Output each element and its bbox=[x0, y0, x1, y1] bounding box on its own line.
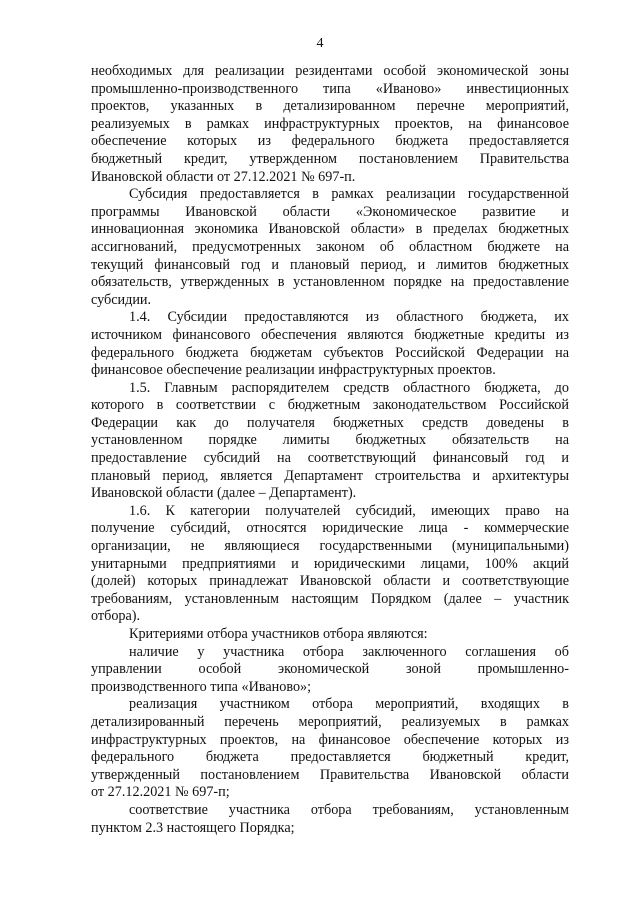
text-line: наличие у участника отбора заключенного соглашения об bbox=[129, 643, 569, 660]
paragraph bbox=[91, 186, 569, 309]
paragraph bbox=[91, 503, 569, 626]
text-line: обязательств, утвержденных в установленном порядке на предоставление bbox=[91, 274, 569, 291]
text-line: (долей) которых принадлежат Ивановской области и соответствующие bbox=[91, 573, 569, 590]
text-line: которого в соответствии с бюджетным законодательством Российской bbox=[91, 397, 569, 414]
text-line: утвержденный постановлением Правительства Ивановской области bbox=[91, 766, 569, 783]
text-line: Критериями отбора участников отбора являются: bbox=[129, 626, 428, 642]
text-line: финансовое обеспечение реализации инфраструктурных проектов. bbox=[91, 362, 496, 379]
paragraph bbox=[91, 626, 569, 644]
text-line: унитарными предприятиями и юридическими лицами, 100% акций bbox=[91, 555, 569, 572]
text-line: 1.4. Субсидии предоставляются из областного бюджета, их bbox=[129, 309, 569, 326]
paragraph bbox=[91, 696, 569, 802]
paragraph bbox=[91, 644, 569, 697]
text-line: отбора). bbox=[91, 608, 141, 625]
text-line: текущий финансовый год и плановый период, и лимитов бюджетных bbox=[91, 256, 569, 273]
text-line: ассигнований, предусмотренных законом об областном бюджете на bbox=[91, 238, 569, 255]
text-line: промышленно-производственного типа «Иваново» инвестиционных bbox=[91, 80, 569, 97]
paragraph bbox=[91, 380, 569, 503]
text-line: управлении особой экономической зоной промышленно- bbox=[91, 661, 569, 678]
text-line: реализация участником отбора мероприятий, входящих в bbox=[129, 696, 569, 713]
text-line: субсидии. bbox=[91, 291, 152, 308]
document-body bbox=[91, 63, 569, 837]
text-line: установленном порядке лимиты бюджетных обязательств на bbox=[91, 432, 569, 449]
text-line: требованиям, установленным настоящим Порядком (далее – участник bbox=[91, 590, 569, 607]
text-line: проектов, указанных в детализированном перечне мероприятий, bbox=[91, 98, 569, 115]
text-line: федерального бюджета бюджетам субъектов Российской Федерации на bbox=[91, 344, 569, 361]
text-line: получение субсидий, относятся юридические лица - коммерческие bbox=[91, 520, 569, 537]
text-line: инновационная экономика Ивановской области» в пределах бюджетных bbox=[91, 221, 569, 238]
text-line: плановый период, является Департамент строительства и архитектуры bbox=[91, 467, 569, 484]
text-line: обеспечение которых из федерального бюджета предоставляется bbox=[91, 133, 569, 150]
text-line: 1.6. К категории получателей субсидий, имеющих право на bbox=[129, 502, 569, 519]
paragraph bbox=[91, 802, 569, 837]
paragraph bbox=[91, 309, 569, 379]
text-line: бюджетный кредит, утвержденном постановлением Правительства bbox=[91, 150, 569, 167]
text-line: необходимых для реализации резидентами особой экономической зоны bbox=[91, 63, 569, 79]
text-line: федерального бюджета предоставляется бюджетный кредит, bbox=[91, 749, 569, 766]
text-line: детализированный перечень мероприятий, реализуемых в рамках bbox=[91, 713, 569, 730]
text-line: соответствие участника отбора требованиям, установленным bbox=[129, 801, 569, 818]
text-line: предоставление субсидий на соответствующий финансовый год и bbox=[91, 450, 569, 467]
text-line: Ивановской области (далее – Департамент). bbox=[91, 485, 357, 502]
text-line: источником финансового обеспечения являются бюджетные кредиты из bbox=[91, 326, 569, 343]
text-line: реализуемых в рамках инфраструктурных проектов, на финансовое bbox=[91, 115, 569, 132]
page-number: 4 bbox=[316, 36, 324, 51]
text-line: Субсидия предоставляется в рамках реализации государственной bbox=[129, 186, 569, 203]
text-line: пунктом 2.3 настоящего Порядка; bbox=[91, 819, 295, 836]
text-line: от 27.12.2021 № 697-п; bbox=[91, 784, 230, 801]
text-line: инфраструктурных проектов, на финансовое обеспечение которых из bbox=[91, 731, 569, 748]
text-line: 1.5. Главным распорядителем средств областного бюджета, до bbox=[129, 379, 569, 396]
text-line: организации, не являющиеся государственными (муниципальными) bbox=[91, 538, 569, 555]
text-line: программы Ивановской области «Экономическое развитие и bbox=[91, 203, 569, 220]
paragraph bbox=[91, 63, 569, 186]
text-line: производственного типа «Иваново»; bbox=[91, 678, 312, 695]
text-line: Федерации как до получателя бюджетных средств доведены в bbox=[91, 414, 569, 431]
text-line: Ивановской области от 27.12.2021 № 697-п. bbox=[91, 168, 356, 185]
